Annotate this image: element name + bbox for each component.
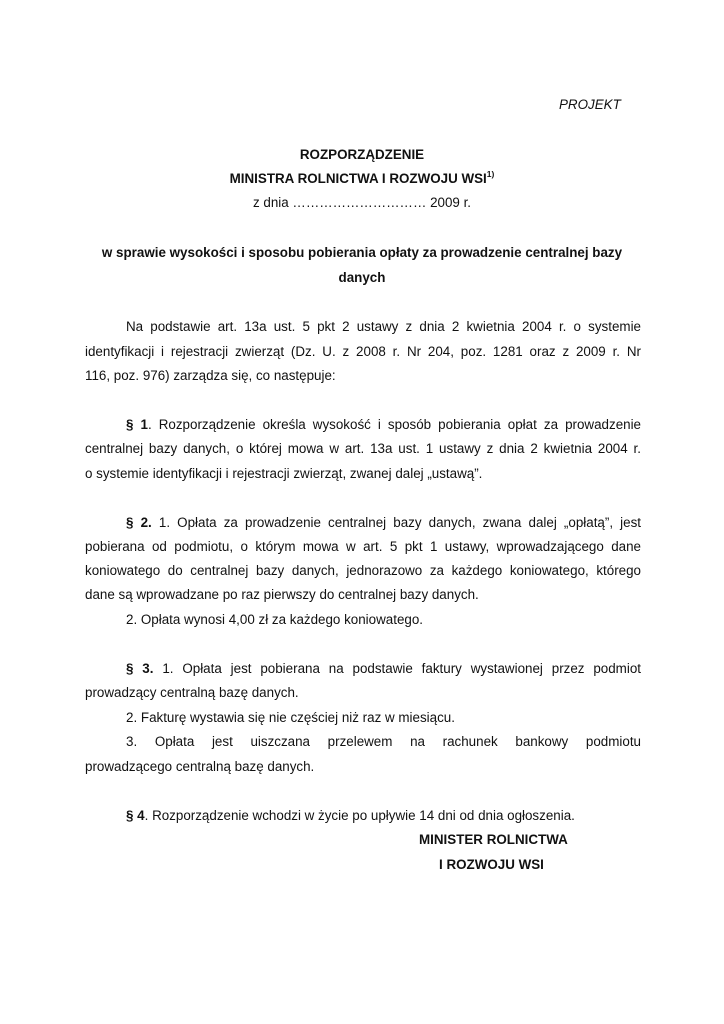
preamble-line-1: Na podstawie art. 13a ust. 5 pkt 2 ustawy z dnia 2 kwietnia 2004 r. o systemie bbox=[126, 319, 641, 334]
par3-line-1-text: 1. Opłata jest pobierana na podstawie faktury wystawionej przez podmiot bbox=[153, 661, 641, 676]
title-ministra-text: MINISTRA ROLNICTWA I ROZWOJU WSI bbox=[229, 171, 487, 186]
footnote-mark: 1) bbox=[486, 169, 495, 179]
par2-mark: § 2. bbox=[126, 515, 152, 530]
par2-line-5: 2. Opłata wynosi 4,00 zł za każdego koniowatego. bbox=[126, 612, 424, 627]
date-line: z dnia ………………………… 2009 r. bbox=[252, 195, 472, 210]
par1-line-1 bbox=[126, 417, 641, 432]
par1-line-1-text: . Rozporządzenie określa wysokość i sposób pobierania opłat za prowadzenie bbox=[147, 417, 642, 432]
par2-line-1-text: 1. Opłata za prowadzenie centralnej bazy danych, zwana dalej „opłatą”, jest bbox=[151, 515, 641, 530]
subject-line-2: danych bbox=[338, 270, 386, 285]
par3-line-1 bbox=[126, 661, 641, 676]
par3-line-5: prowadzącego centralną bazę danych. bbox=[85, 759, 315, 774]
par1-line-2: centralnej bazy danych, o której mowa w art. 13a ust. 1 ustawy z dnia 2 kwietnia 2004 r. bbox=[85, 441, 641, 456]
par2-line-1 bbox=[126, 515, 641, 530]
par3-line-4: 3. Opłata jest uiszczana przelewem na rachunek bankowy podmiotu bbox=[126, 734, 641, 749]
par4-line-1-text: . Rozporządzenie wchodzi w życie po upływie 14 dni od dnia ogłoszenia. bbox=[144, 808, 575, 823]
par2-line-4: dane są wprowadzane po raz pierwszy do centralnej bazy danych. bbox=[85, 587, 479, 602]
par4-mark: § 4 bbox=[126, 808, 145, 823]
par3-line-3: 2. Fakturę wystawia się nie częściej niż raz w miesiącu. bbox=[126, 710, 455, 725]
par3-mark: § 3. bbox=[126, 661, 154, 676]
par2-line-2: pobierana od podmiotu, o którym mowa w art. 5 pkt 1 ustawy, wprowadzającego dane bbox=[85, 539, 641, 554]
par1-mark: § 1 bbox=[126, 417, 148, 432]
title-ministra bbox=[0, 171, 724, 186]
preamble-line-2: identyfikacji i rejestracji zwierząt (Dz. U. z 2008 r. Nr 204, poz. 1281 oraz z 2009 r. Nr bbox=[85, 344, 641, 359]
par4-line-1 bbox=[126, 808, 575, 823]
par1-line-3: o systemie identyfikacji i rejestracji zwierząt, zwanej dalej „ustawą”. bbox=[85, 466, 483, 481]
projekt-label: PROJEKT bbox=[559, 97, 621, 112]
subject-line-1: w sprawie wysokości i sposobu pobierania opłaty za prowadzenie centralnej bazy bbox=[101, 245, 623, 260]
title-rozporzadzenie: ROZPORZĄDZENIE bbox=[299, 147, 425, 162]
signature-line-1: MINISTER ROLNICTWA bbox=[419, 832, 568, 847]
par2-line-3: koniowatego do centralnej bazy danych, jednorazowo za każdego koniowatego, którego bbox=[85, 563, 641, 578]
par3-line-2: prowadzący centralną bazę danych. bbox=[85, 685, 299, 700]
signature-line-2: I ROZWOJU WSI bbox=[439, 857, 544, 872]
preamble-line-3: 116, poz. 976) zarządza się, co następuje: bbox=[85, 368, 336, 383]
